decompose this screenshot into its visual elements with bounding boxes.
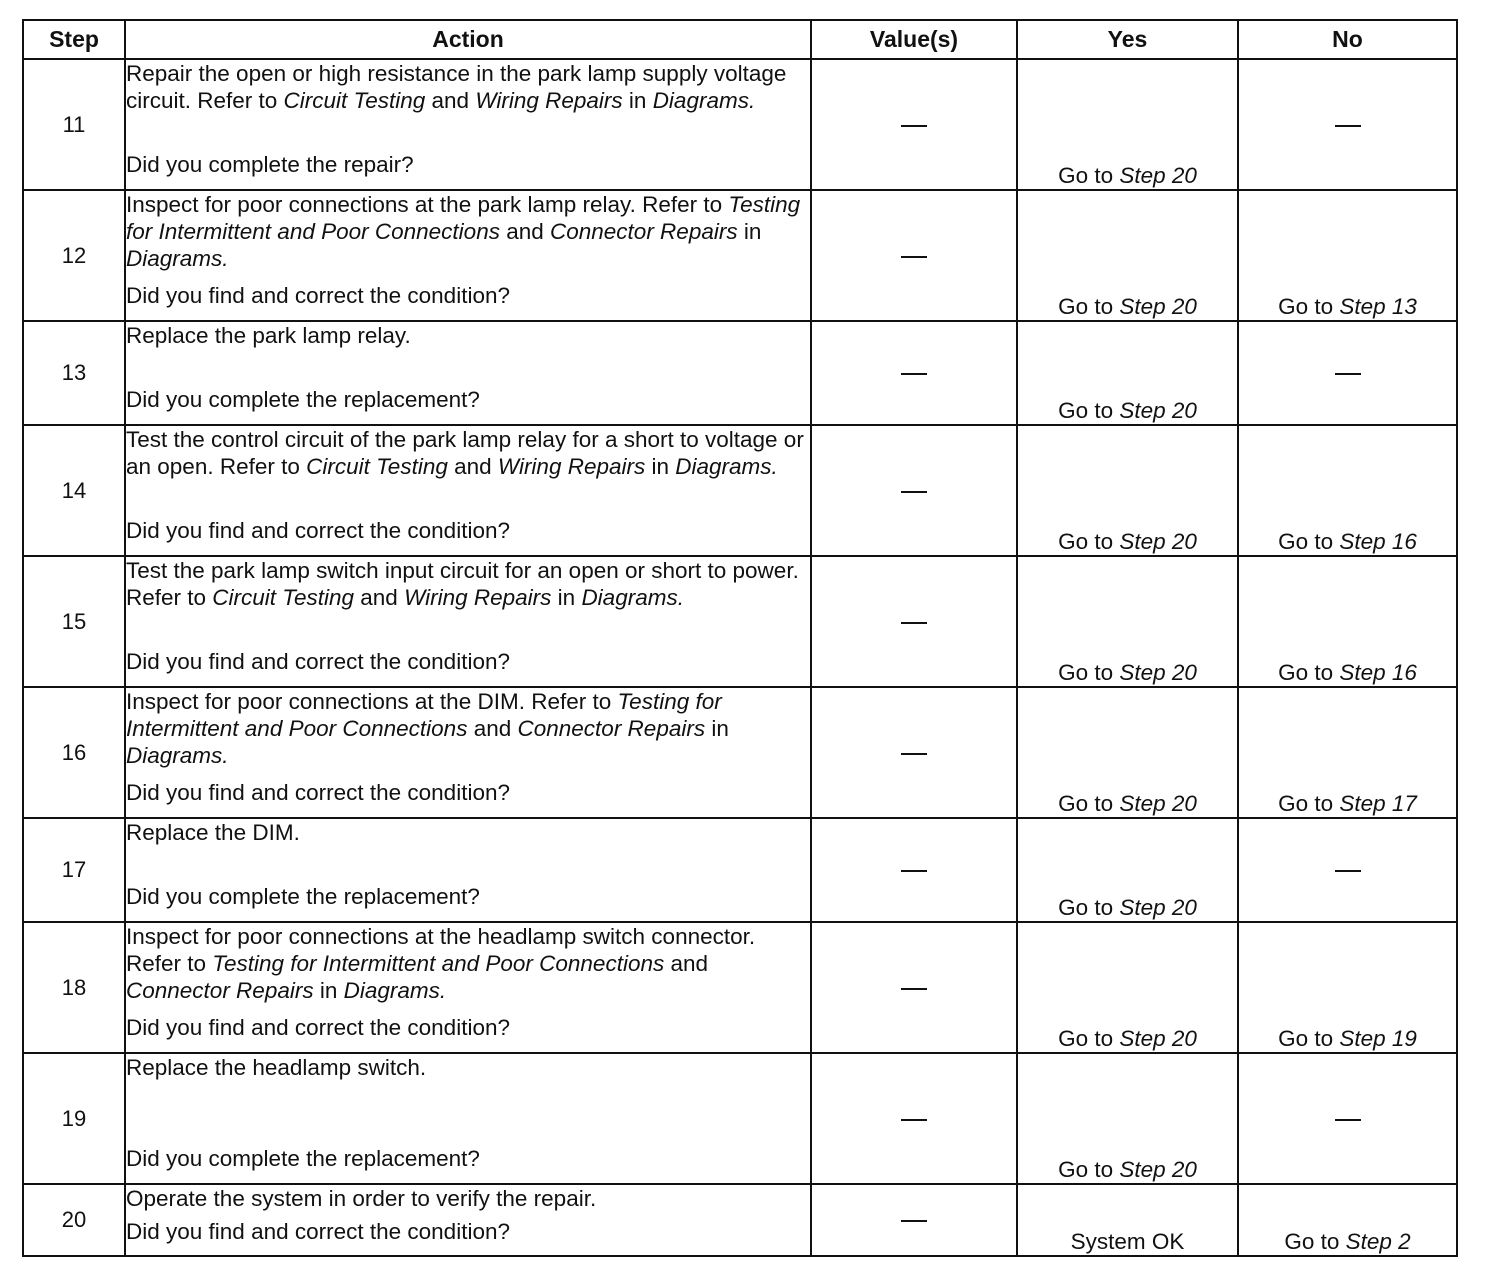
table-row (23, 321, 1457, 425)
yes-cell: System OK (1017, 1184, 1238, 1256)
step-number: 11 (23, 59, 125, 190)
value-dash (901, 256, 927, 258)
no-cell: Go to Step 13 (1238, 190, 1457, 321)
step-number: 15 (23, 556, 125, 687)
step-number: 18 (23, 922, 125, 1053)
action-instruction: Inspect for poor connections at the DIM. Refer to Testing for Intermittent and Poor Connections and Connector Repairs in Diagrams. (126, 689, 729, 768)
no-dash (1335, 125, 1361, 127)
action-instruction: Repair the open or high resistance in the park lamp supply voltage circuit. Refer to Circuit Testing and Wiring Repairs in Diagrams. (126, 61, 787, 113)
value-dash (901, 870, 927, 872)
value-dash (901, 1119, 927, 1121)
action-question: Did you complete the repair? (126, 152, 414, 177)
header-row (23, 20, 1457, 59)
italic-reference: Circuit Testing (283, 88, 426, 113)
italic-reference: Step 20 (1119, 529, 1197, 554)
italic-reference: Step 20 (1119, 791, 1197, 816)
italic-reference: Diagrams. (343, 978, 447, 1003)
value-dash (901, 373, 927, 375)
italic-reference: Step 2 (1345, 1229, 1411, 1254)
yes-cell: Go to Step 20 (1017, 818, 1238, 922)
yes-cell: Go to Step 20 (1017, 425, 1238, 556)
italic-reference: Step 20 (1119, 1026, 1197, 1051)
italic-reference: Step 16 (1339, 529, 1417, 554)
action-cell (125, 321, 811, 425)
action-instruction: Test the park lamp switch input circuit for an open or short to power. Refer to Circuit Testing and Wiring Repairs in Diagrams. (126, 558, 799, 610)
no-cell: Go to Step 2 (1238, 1184, 1457, 1256)
action-content (126, 1054, 810, 1172)
italic-reference: Circuit Testing (212, 585, 355, 610)
header-yes: Yes (1017, 20, 1238, 59)
italic-reference: Step 20 (1119, 895, 1197, 920)
yes-cell: Go to Step 20 (1017, 1053, 1238, 1184)
value-cell (811, 687, 1017, 818)
no-cell (1238, 59, 1457, 190)
italic-reference: Step 20 (1119, 294, 1197, 319)
action-question: Did you find and correct the condition? (126, 780, 510, 805)
no-cell (1238, 1053, 1457, 1184)
value-cell (811, 1184, 1017, 1256)
no-cell (1238, 321, 1457, 425)
value-cell (811, 1053, 1017, 1184)
step-number: 20 (23, 1184, 125, 1256)
yes-cell: Go to Step 20 (1017, 190, 1238, 321)
action-content (126, 60, 810, 178)
table-row (23, 687, 1457, 818)
header-values: Value(s) (811, 20, 1017, 59)
action-cell (125, 190, 811, 321)
italic-reference: Diagrams. (126, 743, 229, 768)
table-row (23, 818, 1457, 922)
no-cell: Go to Step 16 (1238, 556, 1457, 687)
no-cell: Go to Step 16 (1238, 425, 1457, 556)
italic-reference: Connector Repairs (517, 716, 706, 741)
diagnostic-table (22, 19, 1458, 1257)
action-content (126, 819, 810, 910)
action-cell (125, 556, 811, 687)
action-cell (125, 425, 811, 556)
value-cell (811, 59, 1017, 190)
italic-reference: Diagrams. (652, 88, 756, 113)
header-no: No (1238, 20, 1457, 59)
no-dash (1335, 373, 1361, 375)
action-cell (125, 818, 811, 922)
value-dash (901, 125, 927, 127)
yes-cell: Go to Step 20 (1017, 687, 1238, 818)
italic-reference: Step 17 (1339, 791, 1417, 816)
table-row (23, 425, 1457, 556)
action-instruction: Inspect for poor connections at the headlamp switch connector. Refer to Testing for Intermittent and Poor Connections and Connector Repairs in Diagrams. (126, 924, 756, 1003)
no-dash (1335, 870, 1361, 872)
step-number: 16 (23, 687, 125, 818)
italic-reference: Step 20 (1119, 398, 1197, 423)
no-cell: Go to Step 19 (1238, 922, 1457, 1053)
step-number: 13 (23, 321, 125, 425)
action-instruction: Replace the DIM. (126, 820, 300, 845)
action-cell (125, 687, 811, 818)
action-instruction: Replace the park lamp relay. (126, 323, 411, 348)
no-dash (1335, 1119, 1361, 1121)
action-cell (125, 1053, 811, 1184)
value-cell (811, 556, 1017, 687)
italic-reference: Diagrams. (126, 246, 229, 271)
action-question: Did you complete the replacement? (126, 884, 480, 909)
italic-reference: Step 13 (1339, 294, 1417, 319)
italic-reference: Wiring Repairs (404, 585, 552, 610)
action-instruction: Operate the system in order to verify the repair. (126, 1186, 597, 1211)
value-dash (901, 1220, 927, 1222)
italic-reference: Step 20 (1119, 1157, 1197, 1182)
action-question: Did you find and correct the condition? (126, 283, 510, 308)
italic-reference: Connector Repairs (550, 219, 738, 244)
action-cell (125, 922, 811, 1053)
italic-reference: Step 20 (1119, 660, 1197, 685)
action-content (126, 191, 810, 309)
action-question: Did you find and correct the condition? (126, 1015, 510, 1040)
italic-reference: Wiring Repairs (475, 88, 623, 113)
action-content (126, 557, 810, 675)
action-question: Did you find and correct the condition? (126, 1219, 510, 1244)
italic-reference: Testing for Intermittent and Poor Connections (212, 951, 665, 976)
action-question: Did you find and correct the condition? (126, 649, 510, 674)
italic-reference: Testing for Intermittent and Poor Connections (126, 192, 801, 244)
value-dash (901, 988, 927, 990)
action-content (126, 923, 810, 1041)
action-instruction: Inspect for poor connections at the park lamp relay. Refer to Testing for Intermittent and Poor Connections and Connector Repairs in Diagrams. (126, 192, 801, 271)
table-row (23, 59, 1457, 190)
action-content (126, 1185, 810, 1244)
yes-cell: Go to Step 20 (1017, 922, 1238, 1053)
action-question: Did you complete the replacement? (126, 1146, 480, 1171)
yes-cell: Go to Step 20 (1017, 59, 1238, 190)
value-cell (811, 190, 1017, 321)
italic-reference: Step 16 (1339, 660, 1417, 685)
action-content (126, 322, 810, 413)
italic-reference: Step 19 (1339, 1026, 1417, 1051)
italic-reference: Wiring Repairs (497, 454, 646, 479)
table-row (23, 922, 1457, 1053)
italic-reference: Connector Repairs (126, 978, 314, 1003)
italic-reference: Step 20 (1119, 163, 1197, 188)
header-step: Step (23, 20, 125, 59)
table-row (23, 1184, 1457, 1256)
italic-reference: Diagrams. (675, 454, 778, 479)
step-number: 19 (23, 1053, 125, 1184)
table-row (23, 1053, 1457, 1184)
action-instruction: Test the control circuit of the park lamp relay for a short to voltage or an open. Refer to Circuit Testing and Wiring Repairs in Diagrams. (126, 427, 804, 479)
header-action: Action (125, 20, 811, 59)
step-number: 17 (23, 818, 125, 922)
italic-reference: Circuit Testing (306, 454, 448, 479)
no-cell (1238, 818, 1457, 922)
table-row (23, 556, 1457, 687)
action-instruction: Replace the headlamp switch. (126, 1055, 427, 1080)
value-cell (811, 321, 1017, 425)
value-dash (901, 753, 927, 755)
value-dash (901, 622, 927, 624)
no-cell: Go to Step 17 (1238, 687, 1457, 818)
action-question: Did you complete the replacement? (126, 387, 480, 412)
table-row (23, 190, 1457, 321)
value-dash (901, 491, 927, 493)
step-number: 12 (23, 190, 125, 321)
yes-cell: Go to Step 20 (1017, 556, 1238, 687)
value-cell (811, 425, 1017, 556)
value-cell (811, 922, 1017, 1053)
action-cell (125, 59, 811, 190)
action-content (126, 426, 810, 544)
action-cell (125, 1184, 811, 1256)
yes-cell: Go to Step 20 (1017, 321, 1238, 425)
italic-reference: Diagrams. (581, 585, 684, 610)
action-question: Did you find and correct the condition? (126, 518, 510, 543)
italic-reference: Testing for Intermittent and Poor Connections (126, 689, 722, 741)
value-cell (811, 818, 1017, 922)
action-content (126, 688, 810, 806)
step-number: 14 (23, 425, 125, 556)
